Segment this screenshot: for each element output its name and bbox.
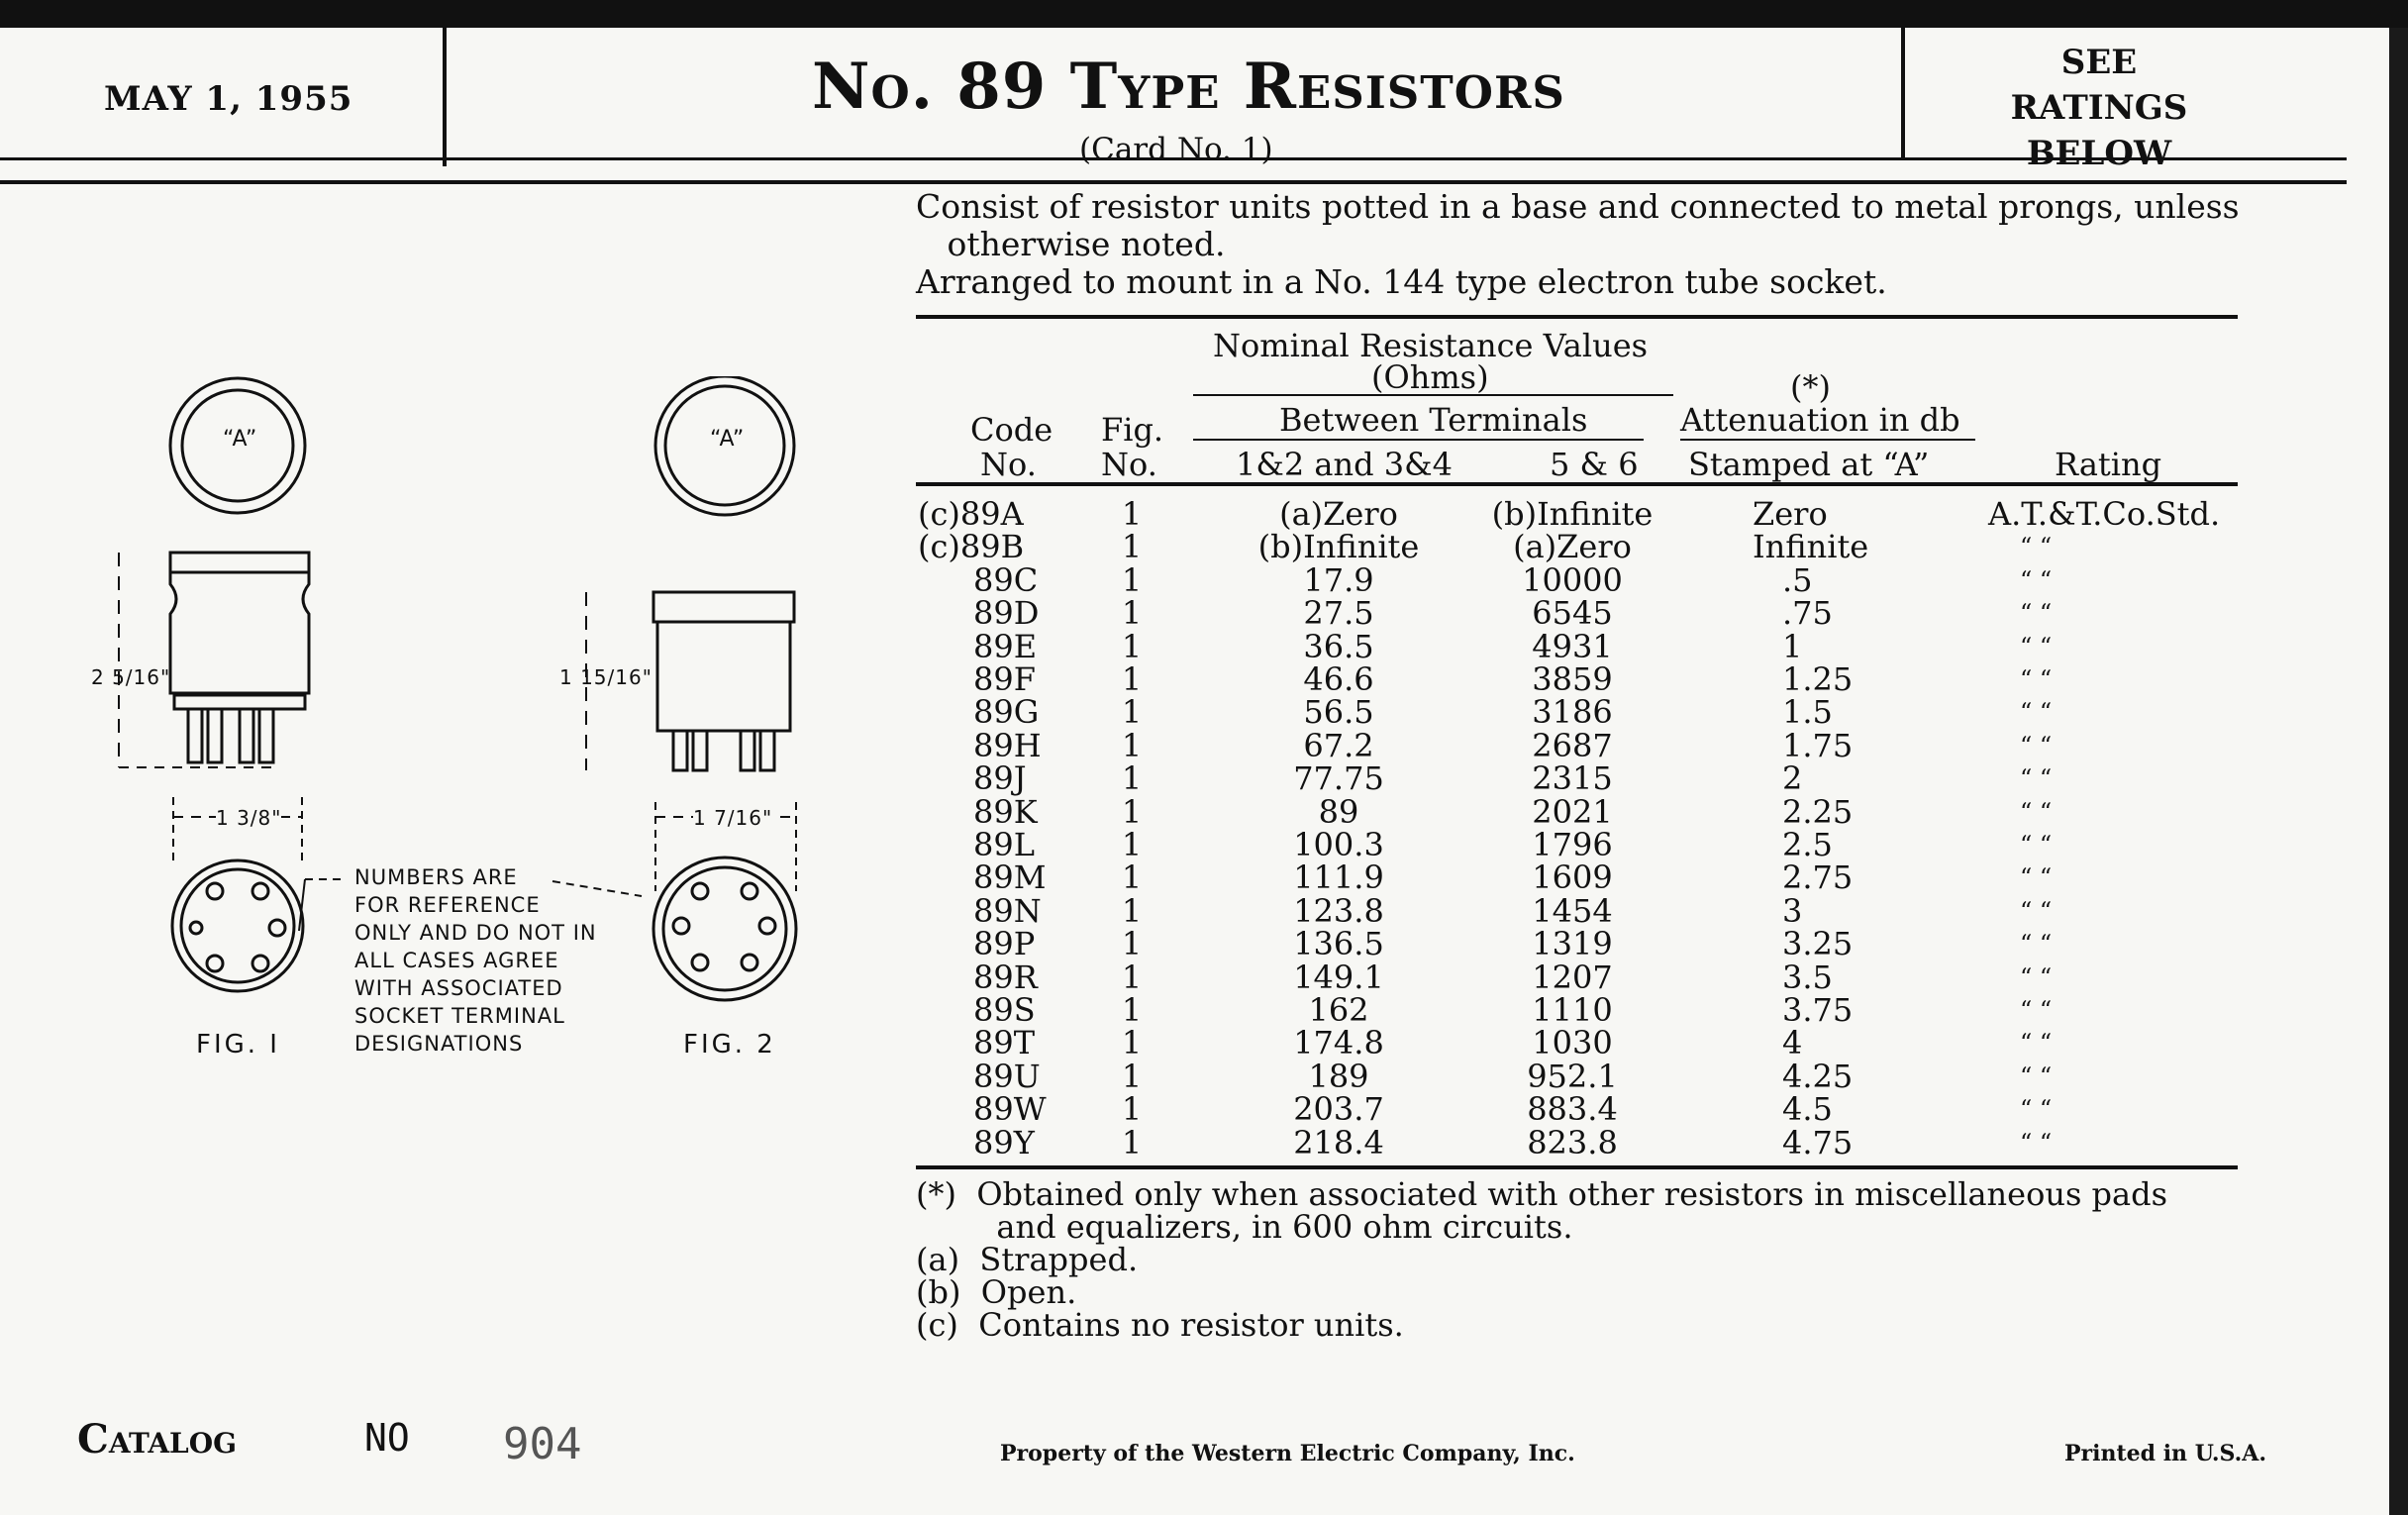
cell-r12: 123.8	[1293, 891, 1384, 930]
cell-code: 89Y	[973, 1123, 1035, 1162]
page-title: No. 89 Type Resistors	[812, 50, 1565, 124]
cell-att: 2.25	[1782, 792, 1854, 831]
cell-r12: 203.7	[1293, 1090, 1384, 1129]
cell-rating: “ “	[2020, 599, 2053, 628]
cell-rating: “ “	[2020, 1128, 2053, 1157]
table-top-rule	[916, 315, 2238, 319]
cell-r56: 2021	[1532, 792, 1613, 831]
cell-fig: 1	[1121, 528, 1143, 566]
property-notice: Property of the Western Electric Company, Inc.	[1000, 1441, 1575, 1466]
reference-note: NUMBERS ARE FOR REFERENCE ONLY AND DO NOT IN ALL CASES AGREE WITH ASSOCIATED SOCKET TERMINAL DESIGNATIONS	[354, 865, 597, 1056]
cell-r12: 17.9	[1303, 560, 1374, 599]
cell-fig: 1	[1121, 660, 1143, 698]
cell-r56: 2687	[1532, 726, 1613, 764]
cell-fig: 1	[1121, 627, 1143, 665]
catalog-label: Catalog	[77, 1416, 238, 1463]
cell-rating: “ “	[2020, 831, 2053, 858]
between-rule	[1193, 439, 1644, 441]
cell-r56: 1110	[1532, 991, 1613, 1029]
see-ratings-note: SEE RATINGS BELOW	[2010, 43, 2188, 173]
fig1-height-dimension: 2 5/16"	[91, 665, 171, 689]
cell-r12: (a)Zero	[1279, 495, 1398, 533]
cell-code: 89P	[973, 925, 1036, 963]
intro-text	[916, 188, 2240, 301]
cell-rating: “ “	[2020, 764, 2053, 793]
note-b: (b) Open.	[916, 1273, 1077, 1311]
header-between: Between Terminals	[1279, 401, 1588, 439]
cell-code: 89U	[973, 1057, 1041, 1095]
cell-r56: (b)Infinite	[1491, 495, 1654, 533]
cell-r56: (a)Zero	[1513, 528, 1632, 566]
cell-fig: 1	[1121, 726, 1143, 764]
intro-line-3: Arranged to mount in a No. 144 type electron tube socket.	[916, 262, 1887, 301]
cell-r56: 3859	[1532, 660, 1613, 698]
cell-att: 3.75	[1782, 991, 1854, 1029]
cell-code: 89J	[973, 759, 1027, 798]
cell-att: 4.75	[1782, 1123, 1854, 1162]
note-c: (c) Contains no resistor units.	[916, 1306, 1404, 1344]
cell-rating: A.T.&T.Co.Std.	[1988, 495, 2221, 533]
cell-r12: 136.5	[1293, 925, 1384, 963]
cell-code: 89M	[973, 858, 1047, 897]
header-fig-no: No.	[1101, 446, 1157, 483]
scan-top-border	[0, 0, 2408, 28]
table-bottom-rule	[916, 1165, 2238, 1169]
cell-code: 89E	[973, 627, 1038, 665]
cell-att: 3	[1782, 891, 1803, 930]
card-number: (Card No. 1)	[1079, 132, 1273, 167]
cell-rating: “ “	[2020, 632, 2053, 660]
note-star-a: (*) Obtained only when associated with other resistors in miscellaneous pads	[916, 1175, 2167, 1213]
cell-fig: 1	[1121, 1123, 1143, 1162]
cell-r12: 89	[1318, 792, 1359, 831]
cell-att: 3.25	[1782, 925, 1854, 963]
issue-date: MAY 1, 1955	[104, 79, 353, 119]
cell-code: 89N	[973, 891, 1042, 930]
cell-code: 89S	[973, 991, 1036, 1029]
cell-code: 89C	[973, 560, 1039, 599]
cell-fig: 1	[1121, 560, 1143, 599]
header-code: Code	[970, 411, 1054, 449]
cell-rating: “ “	[2020, 930, 2053, 959]
cell-code: 89G	[973, 693, 1040, 732]
fig2-label: FIG. 2	[683, 1030, 776, 1060]
cell-rating: “ “	[2020, 698, 2053, 727]
catalog-no-label: NO	[364, 1416, 410, 1460]
cell-r56: 1796	[1532, 826, 1613, 863]
printed-notice: Printed in U.S.A.	[2064, 1441, 2267, 1466]
cell-code: 89T	[973, 1024, 1036, 1062]
cell-r12: 162	[1308, 991, 1369, 1029]
cell-fig: 1	[1121, 495, 1143, 533]
cell-rating: “ “	[2020, 1061, 2053, 1090]
cell-fig: 1	[1121, 858, 1143, 897]
header-code-no: No.	[980, 446, 1037, 483]
note-a: (a) Strapped.	[916, 1241, 1139, 1278]
cell-att: 4	[1782, 1024, 1803, 1062]
cell-code: 89F	[973, 660, 1036, 698]
fig1-a-label: “A”	[223, 427, 258, 452]
cell-rating: “ “	[2020, 797, 2053, 826]
intro-line-1: Consist of resistor units potted in a base and connected to metal prongs, unless	[916, 187, 2240, 226]
cell-r56: 10000	[1522, 560, 1623, 599]
cell-att: Zero	[1753, 495, 1828, 533]
cell-r12: 77.75	[1293, 759, 1384, 798]
header-star: (*)	[1790, 368, 1831, 406]
header-ohms: (Ohms)	[1371, 358, 1489, 396]
cell-fig: 1	[1121, 826, 1143, 863]
cell-att: .5	[1782, 560, 1813, 599]
cell-att: 1.5	[1782, 693, 1833, 732]
cell-r12: (b)Infinite	[1257, 528, 1420, 566]
cell-code: (c)89B	[918, 528, 1025, 566]
cell-r56: 6545	[1532, 594, 1613, 633]
cell-rating: “ “	[2020, 962, 2053, 991]
cell-att: Infinite	[1753, 528, 1869, 566]
atten-rule	[1680, 439, 1975, 441]
cell-r56: 3186	[1532, 693, 1613, 732]
cell-fig: 1	[1121, 925, 1143, 963]
cell-r56: 823.8	[1527, 1123, 1618, 1162]
cell-r56: 952.1	[1527, 1057, 1618, 1095]
cell-att: 2	[1782, 759, 1803, 798]
cell-code: 89D	[973, 594, 1040, 633]
cell-code: 89W	[973, 1090, 1047, 1129]
cell-r12: 36.5	[1303, 627, 1374, 665]
cell-code: 89H	[973, 726, 1042, 764]
cell-att: 4.25	[1782, 1057, 1854, 1095]
catalog-number: 904	[503, 1419, 582, 1469]
cell-r56: 4931	[1532, 627, 1613, 665]
cell-fig: 1	[1121, 991, 1143, 1029]
cell-r12: 174.8	[1293, 1024, 1384, 1062]
cell-r56: 1319	[1532, 925, 1613, 963]
cell-r12: 189	[1308, 1057, 1369, 1095]
cell-fig: 1	[1121, 891, 1143, 930]
note-star-b: and equalizers, in 600 ohm circuits.	[916, 1208, 1573, 1246]
cell-fig: 1	[1121, 1057, 1143, 1095]
cell-r12: 111.9	[1293, 858, 1384, 897]
header-divider-left	[443, 28, 447, 166]
footnotes	[916, 1175, 2167, 1344]
cell-code: 89K	[973, 792, 1038, 831]
fig1-width-dimension: 1 3/8"	[216, 806, 282, 830]
cell-r12: 56.5	[1303, 693, 1374, 732]
cell-r56: 883.4	[1527, 1090, 1618, 1129]
header-fig: Fig.	[1101, 411, 1164, 449]
cell-rating: “ “	[2020, 863, 2053, 892]
fig1-base	[174, 695, 305, 709]
header-bottom-rule	[0, 180, 2347, 184]
fig2-width-dimension: 1 7/16"	[693, 806, 773, 830]
cell-code: (c)89A	[918, 495, 1024, 533]
cell-r12: 27.5	[1303, 594, 1374, 633]
cell-fig: 1	[1121, 759, 1143, 798]
header-stamped: Stamped at “A”	[1688, 446, 1930, 483]
cell-r12: 218.4	[1293, 1123, 1384, 1162]
cell-r56: 1030	[1532, 1024, 1613, 1062]
cell-rating: “ “	[2020, 665, 2053, 693]
cell-rating: “ “	[2020, 1095, 2053, 1124]
cell-rating: “ “	[2020, 731, 2053, 759]
cell-r12: 46.6	[1303, 660, 1374, 698]
header-nominal: Nominal Resistance Values	[1213, 327, 1649, 364]
cell-att: 1.75	[1782, 726, 1854, 764]
fig2-a-label: “A”	[710, 427, 746, 452]
cell-rating: “ “	[2020, 565, 2053, 594]
fig2-cap	[653, 592, 794, 622]
cell-att: 2.75	[1782, 858, 1854, 897]
fig1-label: FIG. I	[196, 1030, 280, 1060]
cell-code: 89L	[973, 826, 1035, 863]
cell-fig: 1	[1121, 1024, 1143, 1062]
cell-att: 1.25	[1782, 660, 1854, 698]
cell-r12: 67.2	[1303, 726, 1374, 764]
cell-code: 89R	[973, 958, 1038, 996]
cell-fig: 1	[1121, 693, 1143, 732]
cell-r12: 149.1	[1293, 958, 1384, 996]
cell-fig: 1	[1121, 792, 1143, 831]
header-col-5-6: 5 & 6	[1550, 446, 1639, 483]
cell-r12: 100.3	[1293, 826, 1384, 863]
cell-fig: 1	[1121, 1090, 1143, 1129]
cell-att: 4.5	[1782, 1090, 1833, 1129]
cell-att: 1	[1782, 627, 1803, 665]
cell-rating: “ “	[2020, 896, 2053, 925]
cell-rating: “ “	[2020, 533, 2053, 561]
intro-line-2: otherwise noted.	[916, 225, 1226, 263]
cell-fig: 1	[1121, 958, 1143, 996]
header-col-1-2: 1&2 and 3&4	[1236, 446, 1453, 483]
header-divider-right	[1901, 20, 1905, 160]
cell-att: 3.5	[1782, 958, 1833, 996]
cell-rating: “ “	[2020, 1029, 2053, 1058]
header-attenuation: Attenuation in db	[1680, 401, 1960, 439]
fig2-body	[657, 622, 790, 731]
cell-att: .75	[1782, 594, 1833, 633]
cell-att: 2.5	[1782, 826, 1833, 863]
cell-fig: 1	[1121, 594, 1143, 633]
fig2-height-dimension: 1 15/16"	[559, 665, 652, 689]
header-rating: Rating	[2055, 446, 2162, 483]
cell-r56: 1207	[1532, 958, 1613, 996]
cell-rating: “ “	[2020, 996, 2053, 1024]
cell-r56: 2315	[1532, 759, 1613, 798]
cell-r56: 1609	[1532, 858, 1613, 897]
cell-r56: 1454	[1532, 891, 1613, 930]
